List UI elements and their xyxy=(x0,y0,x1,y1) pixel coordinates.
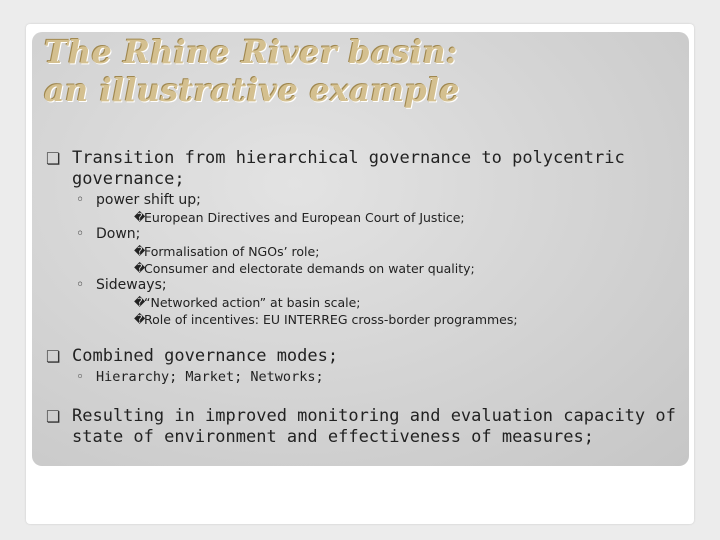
sub-sub-bullet xyxy=(46,294,686,311)
sub-sub-bullet xyxy=(46,209,686,226)
circle-bullet-icon: ◦ xyxy=(76,277,85,293)
sub-sub-bullet-text: Consumer and electorate demands on water quality; xyxy=(144,261,475,276)
sub-bullet-text: Sideways; xyxy=(96,277,167,293)
sub-sub-bullet xyxy=(46,260,686,277)
circle-bullet-icon: ◦ xyxy=(76,369,85,385)
bullet-text: Resulting in improved monitoring and evaluation capacity of state of environment and effectiveness of measures; xyxy=(72,406,676,447)
sub-sub-bullet-text: Role of incentives: EU INTERREG cross-border programmes; xyxy=(144,312,518,327)
sub-bullet-power-shift-up xyxy=(46,192,686,209)
sub-sub-bullet xyxy=(46,311,686,328)
bullet-box-icon: ❏ xyxy=(46,149,61,168)
sub-bullet-sideways xyxy=(46,277,686,294)
bullet-text: Combined governance modes; xyxy=(72,346,339,366)
title-line-1: The Rhine River basin: xyxy=(44,33,458,71)
sub-sub-bullet xyxy=(46,243,686,260)
sub-sub-bullet-text: Formalisation of NGOs’ role; xyxy=(144,244,320,259)
bullet-list xyxy=(46,148,686,448)
sub-bullet-modes xyxy=(46,369,686,386)
replacement-char-icon: � xyxy=(134,262,146,275)
bullet-transition xyxy=(46,148,686,190)
sub-sub-bullet-text: European Directives and European Court of Justice; xyxy=(144,210,465,225)
replacement-char-icon: � xyxy=(134,313,146,326)
sub-sub-bullet-text: “Networked action” at basin scale; xyxy=(144,295,361,310)
sub-bullet-text: power shift up; xyxy=(96,192,201,208)
replacement-char-icon: � xyxy=(134,245,146,258)
title-line-2: an illustrative example xyxy=(44,71,460,109)
replacement-char-icon: � xyxy=(134,211,146,224)
circle-bullet-icon: ◦ xyxy=(76,226,85,242)
bullet-box-icon: ❏ xyxy=(46,407,61,426)
replacement-char-icon: � xyxy=(134,296,146,309)
bullet-combined-governance xyxy=(46,346,686,367)
circle-bullet-icon: ◦ xyxy=(76,192,85,208)
sub-bullet-text: Hierarchy; Market; Networks; xyxy=(96,369,324,385)
slide-title xyxy=(44,33,460,109)
sub-bullet-text: Down; xyxy=(96,226,141,242)
bullet-resulting xyxy=(46,406,686,448)
bullet-box-icon: ❏ xyxy=(46,347,61,366)
bullet-text: Transition from hierarchical governance to polycentric governance; xyxy=(72,148,625,189)
sub-bullet-down xyxy=(46,226,686,243)
